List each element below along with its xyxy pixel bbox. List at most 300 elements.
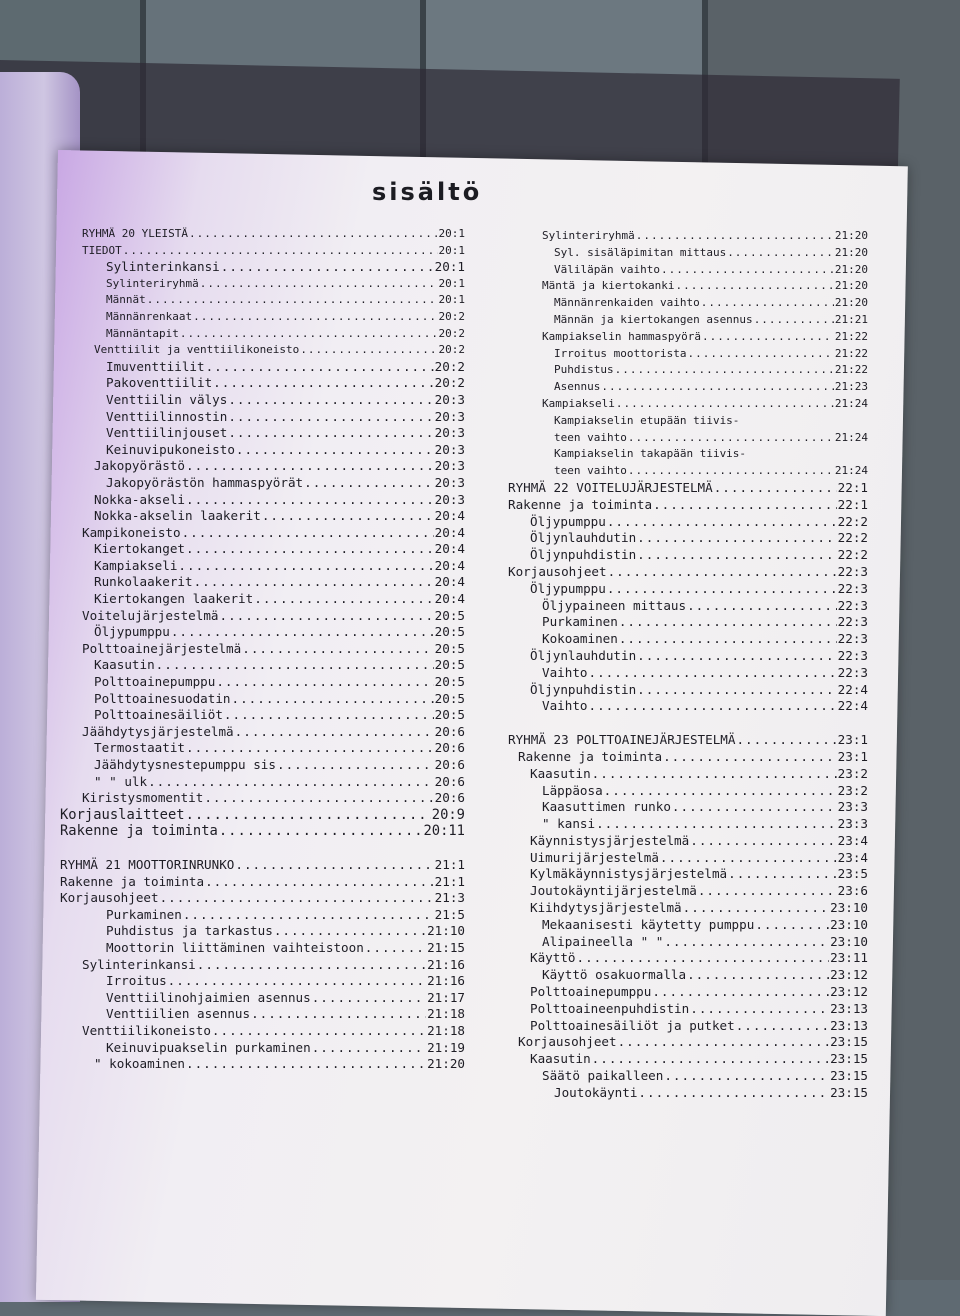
toc-entry-page: 21:20 xyxy=(427,1056,465,1072)
toc-entry-page: 20:4 xyxy=(434,508,465,524)
toc-leader-dots xyxy=(194,574,434,591)
toc-entry-label: Jäähdytysnestepumppu sis xyxy=(94,757,276,772)
toc-leader-dots xyxy=(577,950,830,967)
toc-entry-page: 23:2 xyxy=(837,782,868,798)
toc-entry xyxy=(60,243,465,260)
toc-leader-dots xyxy=(604,783,837,800)
toc-entry-page: 21:23 xyxy=(834,380,868,394)
toc-entry-label: Kiihdytysjärjestelmä xyxy=(530,900,682,916)
toc-entry-label: TIEDOT xyxy=(82,243,122,257)
toc-entry-page: 21:16 xyxy=(427,973,465,989)
toc-entry-label: Läppäosa xyxy=(542,782,603,798)
toc-entry xyxy=(60,342,465,359)
toc-entry-page: 21:24 xyxy=(834,396,868,410)
toc-entry-page: 20:3 xyxy=(434,425,465,441)
toc-leader-dots xyxy=(592,766,837,783)
toc-entry xyxy=(60,641,465,658)
toc-entry-label: Venttiilien asennus xyxy=(106,1006,251,1022)
toc-leader-dots xyxy=(242,641,433,658)
toc-entry-label: Öljypumppu xyxy=(530,513,606,529)
toc-entry xyxy=(508,295,868,312)
toc-leader-dots xyxy=(687,346,833,363)
toc-entry xyxy=(60,475,465,492)
toc-entry-label: Männät xyxy=(106,293,146,307)
toc-entry-label: Mäntä ja kiertokanki xyxy=(542,279,675,293)
toc-entry xyxy=(508,530,868,547)
toc-leader-dots xyxy=(235,724,434,741)
toc-entry-page: 22:3 xyxy=(837,597,868,613)
toc-entry xyxy=(60,990,465,1007)
toc-entry xyxy=(508,564,868,581)
toc-entry xyxy=(508,463,868,480)
toc-entry xyxy=(508,698,868,715)
toc-entry-label: Polttoainepumppu xyxy=(94,674,216,690)
toc-entry xyxy=(60,359,465,376)
toc-entry-page: 20:2 xyxy=(434,375,465,391)
toc-leader-dots xyxy=(596,816,837,833)
toc-entry-label: Kampiakselin hammaspyörä xyxy=(542,329,701,343)
toc-entry xyxy=(508,783,868,800)
toc-entry xyxy=(508,1034,868,1051)
toc-entry xyxy=(60,757,465,774)
toc-leader-dots xyxy=(254,591,433,608)
toc-entry-label: Polttoainesäiliöt xyxy=(94,707,223,723)
toc-entry xyxy=(508,497,868,514)
toc-entry-label: Öljynpuhdistin xyxy=(530,547,637,563)
toc-entry-page: 20:1 xyxy=(438,243,465,257)
toc-entry-page: 21:1 xyxy=(434,873,465,889)
toc-entry-page: 23:6 xyxy=(837,883,868,899)
toc-leader-dots xyxy=(231,691,433,708)
toc-leader-dots xyxy=(147,292,438,309)
toc-entry-label: Venttiilin välys xyxy=(106,391,228,407)
toc-entry-page: 20:5 xyxy=(434,707,465,723)
toc-leader-dots xyxy=(702,329,834,346)
toc-entry-page: 20:11 xyxy=(423,823,465,840)
toc-leader-dots xyxy=(698,883,837,900)
toc-entry xyxy=(60,973,465,990)
toc-entry-page: 21:22 xyxy=(834,346,868,360)
toc-entry xyxy=(60,907,465,924)
toc-entry xyxy=(60,425,465,442)
toc-entry-label: Runkolaakerit xyxy=(94,574,193,590)
toc-leader-dots xyxy=(186,458,434,475)
toc-entry xyxy=(60,674,465,691)
toc-entry-label: Purkaminen xyxy=(106,906,182,922)
toc-entry-page: 21:22 xyxy=(834,329,868,343)
toc-entry-label: Uimurijärjestelmä xyxy=(530,849,659,865)
toc-entry-page: 20:3 xyxy=(434,408,465,424)
toc-leader-dots xyxy=(186,492,434,509)
toc-entry-page: 23:10 xyxy=(830,916,868,932)
toc-entry xyxy=(508,547,868,564)
toc-entry-label: Männän ja kiertokangen asennus xyxy=(554,312,753,326)
toc-leader-dots xyxy=(180,326,438,343)
toc-entry-label: Käyttö xyxy=(530,950,576,966)
toc-entry xyxy=(60,292,465,309)
toc-entry xyxy=(508,480,868,497)
toc-entry-label: Sylinteriryhmä xyxy=(542,229,635,242)
toc-entry-label: Väliläpän vaihto xyxy=(554,262,660,276)
toc-entry xyxy=(60,657,465,674)
toc-leader-dots xyxy=(219,608,433,625)
toc-leader-dots xyxy=(277,757,434,774)
toc-entry-label: Syl. sisäläpimitan mittaus xyxy=(554,245,727,259)
toc-leader-dots xyxy=(660,850,837,867)
toc-entry-label: Korjausohjeet xyxy=(60,890,159,906)
toc-entry xyxy=(60,392,465,409)
toc-entry xyxy=(508,682,868,699)
toc-entry-page: 21:16 xyxy=(427,956,465,972)
toc-leader-dots xyxy=(205,874,434,891)
toc-entry-label: Rakenne ja toiminta xyxy=(60,823,218,840)
toc-entry-page: 22:4 xyxy=(837,698,868,714)
toc-leader-dots xyxy=(171,624,434,641)
toc-entry-page: 22:3 xyxy=(837,664,868,680)
toc-leader-dots xyxy=(300,342,437,359)
toc-entry-page: 21:20 xyxy=(834,279,868,293)
toc-leader-dots xyxy=(178,558,433,575)
toc-entry-label: Käynnistysjärjestelmä xyxy=(530,832,690,848)
toc-entry-label: Korjauslaitteet xyxy=(60,806,185,823)
toc-entry xyxy=(60,591,465,608)
toc-entry xyxy=(60,1056,465,1073)
toc-leader-dots xyxy=(236,442,434,459)
toc-leader-dots xyxy=(168,973,426,990)
toc-entry xyxy=(60,409,465,426)
toc-leader-dots xyxy=(213,375,434,392)
toc-entry-page: 20:5 xyxy=(434,640,465,656)
toc-entry-page: 20:6 xyxy=(434,773,465,789)
toc-entry-label: Öljypumppu xyxy=(530,580,606,596)
toc-entry-page: 20:4 xyxy=(434,524,465,540)
toc-entry-page: 23:3 xyxy=(837,816,868,832)
toc-entry-label: Sylinterinkansi xyxy=(82,956,196,972)
toc-entry-label: Nokka-akselin laakerit xyxy=(94,508,261,524)
toc-leader-dots xyxy=(589,698,837,715)
toc-entry xyxy=(60,608,465,625)
toc-entry-page: 22:3 xyxy=(837,647,868,663)
toc-entry-label: Vaihto xyxy=(542,698,588,714)
toc-entry-page: 21:18 xyxy=(427,1006,465,1022)
toc-entry xyxy=(508,984,868,1001)
toc-entry xyxy=(508,329,868,346)
toc-entry-page: 22:3 xyxy=(837,631,868,647)
toc-entry-label: Irroitus xyxy=(106,973,167,989)
toc-leader-dots xyxy=(736,1018,829,1035)
toc-entry-label: " kansi xyxy=(542,816,596,832)
toc-entry xyxy=(60,541,465,558)
toc-leader-dots xyxy=(637,530,837,547)
toc-entry xyxy=(508,1001,868,1018)
toc-entry-page: 20:4 xyxy=(434,557,465,573)
toc-entry-page: 23:15 xyxy=(830,1034,868,1050)
toc-entry-page: 23:4 xyxy=(837,832,868,848)
toc-entry-page: 20:6 xyxy=(434,790,465,806)
toc-leader-dots xyxy=(616,396,834,413)
toc-leader-dots xyxy=(615,362,834,379)
toc-entry-page: 21:5 xyxy=(434,906,465,922)
toc-entry-page: 20:1 xyxy=(434,259,465,275)
toc-entry-label: Jäähdytysjärjestelmä xyxy=(82,723,234,739)
toc-entry-page: 20:2 xyxy=(434,358,465,374)
toc-entry xyxy=(508,346,868,363)
toc-entry xyxy=(60,309,465,326)
toc-entry-label: Sylinteriryhmä xyxy=(106,276,199,290)
toc-entry-page: 20:3 xyxy=(434,474,465,490)
toc-leader-dots xyxy=(160,890,434,907)
toc-leader-dots xyxy=(212,1023,426,1040)
toc-entry-page: 23:2 xyxy=(837,765,868,781)
toc-leader-dots xyxy=(690,833,836,850)
toc-entry xyxy=(508,648,868,665)
toc-entry-label: Rakenne ja toiminta xyxy=(508,496,653,512)
toc-entry-label: Kaasutin xyxy=(530,765,591,781)
toc-leader-dots xyxy=(637,648,837,665)
toc-leader-dots xyxy=(274,923,426,940)
toc-leader-dots xyxy=(204,790,433,807)
toc-entry-page: 21:15 xyxy=(427,939,465,955)
toc-leader-dots xyxy=(589,665,837,682)
toc-entry xyxy=(60,890,465,907)
toc-entry xyxy=(60,691,465,708)
toc-entry-page: 20:5 xyxy=(434,657,465,673)
toc-entry xyxy=(508,1051,868,1068)
toc-entry-page: 22:2 xyxy=(837,530,868,546)
toc-entry-label: Joutokäynti xyxy=(554,1084,638,1100)
toc-entry-page: 20:3 xyxy=(434,491,465,507)
toc-entry-label: Mekaanisesti käytetty pumppu xyxy=(542,916,755,932)
toc-entry xyxy=(60,790,465,807)
toc-entry xyxy=(60,1006,465,1023)
toc-entry-label: Kampikoneisto xyxy=(82,524,181,540)
toc-entry-label: Kampiakselin takapään tiivis- xyxy=(554,447,747,461)
toc-entry xyxy=(508,766,868,783)
toc-entry-label: Kaasutin xyxy=(94,657,155,673)
toc-entry-page: 21:19 xyxy=(427,1039,465,1055)
toc-leader-dots xyxy=(607,581,837,598)
toc-entry xyxy=(508,850,868,867)
toc-entry xyxy=(508,278,868,295)
toc-entry-label: Korjausohjeet xyxy=(518,1034,617,1050)
toc-entry-page: 20:4 xyxy=(434,574,465,590)
toc-entry xyxy=(60,823,465,840)
toc-entry xyxy=(508,413,868,430)
toc-entry-label: RYHMÄ 23 POLTTOAINEJÄRJESTELMÄ xyxy=(508,732,736,748)
toc-spacer xyxy=(60,840,465,857)
toc-entry-label: Venttiilinnostin xyxy=(106,408,228,424)
toc-entry xyxy=(508,950,868,967)
toc-entry xyxy=(508,228,868,245)
toc-leader-dots xyxy=(754,312,834,329)
toc-leader-dots xyxy=(251,1006,426,1023)
toc-leader-dots xyxy=(618,1034,830,1051)
toc-entry-page: 23:15 xyxy=(830,1051,868,1067)
toc-entry-label: Jakopyörästö xyxy=(94,458,185,474)
toc-leader-dots xyxy=(228,392,433,409)
toc-leader-dots xyxy=(628,463,834,480)
toc-entry xyxy=(508,816,868,833)
toc-left-column xyxy=(60,226,465,1073)
toc-entry-label: Voitelujärjestelmä xyxy=(82,607,219,623)
toc-entry-page: 21:20 xyxy=(834,229,868,242)
toc-entry-page: 20:2 xyxy=(438,309,465,323)
toc-entry xyxy=(508,430,868,447)
toc-entry xyxy=(60,226,465,243)
toc-entry xyxy=(60,940,465,957)
toc-entry-page: 20:2 xyxy=(438,326,465,340)
toc-leader-dots xyxy=(714,480,837,497)
toc-entry-page: 20:5 xyxy=(434,674,465,690)
toc-entry xyxy=(60,525,465,542)
toc-entry xyxy=(508,245,868,262)
toc-leader-dots xyxy=(312,990,426,1007)
toc-entry xyxy=(60,458,465,475)
toc-entry-page: 20:6 xyxy=(434,757,465,772)
toc-entry-page: 21:1 xyxy=(434,856,465,872)
toc-entry-label: Nokka-akseli xyxy=(94,491,185,507)
toc-entry-label: Öljypaineen mittaus xyxy=(542,597,687,613)
toc-entry-label: Vaihto xyxy=(542,664,588,680)
toc-entry-label: Kiristysmomentit xyxy=(82,790,204,806)
toc-entry xyxy=(60,874,465,891)
toc-leader-dots xyxy=(186,740,434,757)
toc-leader-dots xyxy=(156,657,434,674)
toc-entry-page: 21:20 xyxy=(834,296,868,310)
toc-leader-dots xyxy=(628,430,834,447)
toc-leader-dots xyxy=(653,497,837,514)
toc-entry-label: Termostaatit xyxy=(94,740,185,756)
toc-entry-page: 21:3 xyxy=(434,890,465,906)
toc-entry xyxy=(60,923,465,940)
toc-entry xyxy=(508,866,868,883)
toc-entry-label: Öljypumppu xyxy=(94,624,170,640)
toc-entry-page: 21:10 xyxy=(427,923,465,939)
toc-entry-page: 21:21 xyxy=(834,312,868,326)
toc-entry-page: 23:13 xyxy=(830,1017,868,1033)
toc-leader-dots xyxy=(219,823,423,840)
toc-entry-label: Kampiakseli xyxy=(94,557,178,573)
toc-leader-dots xyxy=(186,541,434,558)
toc-entry-label: Asennus xyxy=(554,380,601,394)
toc-leader-dots xyxy=(228,425,433,442)
toc-entry-label: RYHMÄ 21 MOOTTORINRUNKO xyxy=(60,856,235,872)
toc-leader-dots xyxy=(304,475,434,492)
toc-entry-label: Puhdistus xyxy=(554,363,614,377)
toc-entry-page: 20:5 xyxy=(434,624,465,640)
toc-leader-dots xyxy=(652,984,829,1001)
toc-leader-dots xyxy=(672,799,837,816)
toc-entry-label: Irroitus moottorista xyxy=(554,346,687,360)
toc-entry xyxy=(508,967,868,984)
toc-entry-label: Kampiakseli xyxy=(542,396,615,410)
toc-entry-label: Puhdistus ja tarkastus xyxy=(106,923,273,939)
toc-entry-page: 23:3 xyxy=(837,799,868,815)
toc-leader-dots xyxy=(182,525,434,542)
toc-leader-dots xyxy=(608,564,837,581)
toc-entry xyxy=(60,707,465,724)
toc-entry xyxy=(508,900,868,917)
toc-entry-page: 23:13 xyxy=(830,1000,868,1016)
toc-entry xyxy=(508,581,868,598)
toc-leader-dots xyxy=(661,262,834,279)
toc-entry-page: 20:1 xyxy=(438,227,465,240)
toc-entry-page: 20:5 xyxy=(434,690,465,706)
toc-entry-page: 21:18 xyxy=(427,1022,465,1038)
toc-entry-page: 20:3 xyxy=(434,391,465,407)
toc-leader-dots xyxy=(186,807,431,824)
toc-entry xyxy=(508,1068,868,1085)
toc-entry-label: Polttoainesuodatin xyxy=(94,690,231,706)
toc-entry-page: 21:17 xyxy=(427,989,465,1005)
toc-entry xyxy=(60,492,465,509)
toc-entry xyxy=(60,442,465,459)
toc-entry-label: teen vaihto xyxy=(554,430,627,444)
toc-entry xyxy=(508,379,868,396)
toc-entry-label: Polttoainepumppu xyxy=(530,984,652,1000)
toc-leader-dots xyxy=(183,907,434,924)
toc-leader-dots xyxy=(228,409,433,426)
toc-entry-label: Venttiilit ja venttiilikoneisto xyxy=(94,343,300,357)
toc-entry xyxy=(508,312,868,329)
toc-entry xyxy=(508,514,868,531)
toc-leader-dots xyxy=(636,228,834,245)
toc-entry-page: 23:12 xyxy=(830,984,868,1000)
toc-leader-dots xyxy=(200,276,438,293)
toc-entry-page: 21:24 xyxy=(834,464,868,478)
toc-leader-dots xyxy=(683,900,829,917)
toc-entry-page: 20:4 xyxy=(434,591,465,607)
toc-entry-label: RYHMÄ 20 YLEISTÄ xyxy=(82,227,188,240)
toc-entry-page: 23:10 xyxy=(830,933,868,949)
toc-entry-label: " " ulk xyxy=(94,773,148,789)
toc-leader-dots xyxy=(607,514,837,531)
toc-leader-dots xyxy=(262,508,434,525)
toc-entry xyxy=(60,276,465,293)
toc-entry xyxy=(508,883,868,900)
toc-entry xyxy=(508,917,868,934)
toc-entry xyxy=(508,934,868,951)
toc-leader-dots xyxy=(663,749,837,766)
toc-entry xyxy=(508,362,868,379)
toc-entry-page: 20:6 xyxy=(434,740,465,756)
toc-entry xyxy=(508,799,868,816)
toc-entry xyxy=(60,259,465,276)
toc-entry-page: 21:20 xyxy=(834,245,868,259)
toc-entry-label: Rakenne ja toiminta xyxy=(60,873,205,889)
toc-entry-page: 22:2 xyxy=(837,513,868,529)
toc-leader-dots xyxy=(186,1056,426,1073)
toc-entry-page: 20:3 xyxy=(434,458,465,474)
toc-entry-label: Joutokäyntijärjestelmä xyxy=(530,883,697,899)
toc-entry-page: 22:4 xyxy=(837,681,868,697)
toc-leader-dots xyxy=(197,957,426,974)
toc-entry-label: Öljynlauhdutin xyxy=(530,530,637,546)
toc-leader-dots xyxy=(601,379,834,396)
toc-entry-label: Kampiakselin etupään tiivis- xyxy=(554,413,740,427)
toc-entry xyxy=(508,396,868,413)
toc-spacer xyxy=(508,715,868,732)
toc-leader-dots xyxy=(664,934,829,951)
toc-entry-page: 22:3 xyxy=(837,580,868,596)
toc-entry-label: Öljynpuhdistin xyxy=(530,681,637,697)
toc-entry-label: teen vaihto xyxy=(554,464,627,478)
toc-leader-dots xyxy=(755,917,829,934)
toc-entry-page: 23:12 xyxy=(830,967,868,983)
toc-entry xyxy=(508,732,868,749)
toc-leader-dots xyxy=(216,674,433,691)
toc-entry-page: 20:1 xyxy=(438,293,465,307)
